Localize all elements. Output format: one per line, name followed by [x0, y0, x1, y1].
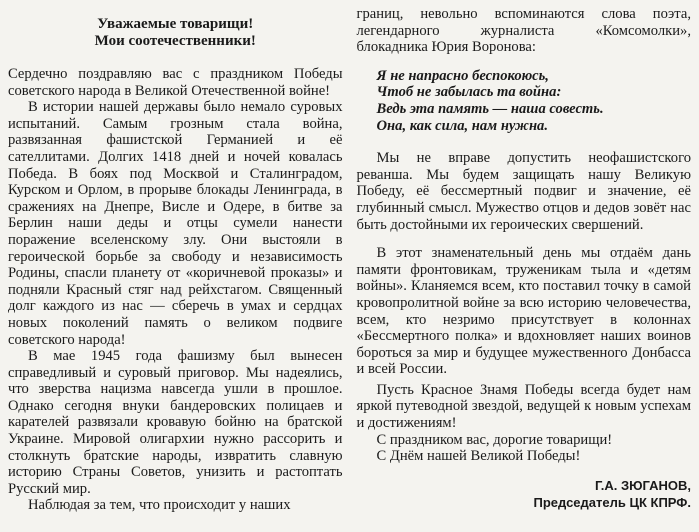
paragraph-continuation: границ, невольно вспоминаются слова поэта, легендарного журналиста «Комсомолки», блокадника Юрия Воронова: [356, 6, 691, 56]
paragraph-congratulation: Сердечно поздравляю вас с праздником Победы советского народа в Великой Отечественной войне! [8, 66, 343, 99]
paragraph-holiday: С праздником вас, дорогие товарищи! [376, 431, 613, 448]
paragraph-red-banner: Пусть Красное Знамя Победы всегда будет нам яркой путеводной звездой, ведущей к новым успехам и достижениям! [356, 381, 691, 432]
poem-line-1: Я не напрасно беспокоюсь, [376, 67, 549, 84]
signature-block [357, 477, 692, 511]
signature-title: Председатель ЦК КПРФ. [533, 494, 691, 510]
right-column [357, 6, 692, 532]
greeting-heading [8, 16, 343, 50]
paragraph-history: В истории нашей державы было немало суровых испытаний. Самым грозным стала война, развязанная фашистской Германией и её сателлитами. Долгих 1418 дней и ночей ковалась Победа. В боях под Москвой и Сталинградом, Курском и Орлом, в прорыве блокады Ленинграда, в сражениях на Днепре, Висле и Одере, в битве за Берлин наши деды и отцы сумели нанести поражение вселенскому злу. Они выстояли в героической борьбе за свободу и независимость Родины, спасли планету от «коричневой проказы» и подняли Красный стяг над рейхстагом. Священный долг каждого из нас — сберечь в умах и сердцах новых поколений память о великом подвиге советского народа! [8, 99, 343, 348]
paragraph-victory-day: С Днём нашей Великой Победы! [376, 448, 581, 465]
poem-line-4: Она, как сила, нам нужна. [376, 117, 548, 134]
paragraph-memory: В этот знаменательный день мы отдаём дань памяти фронтовикам, труженикам тыла и «детям войны». Кланяемся всем, кто поставил точку в самой кровопролитной войне за всю историю человечества, всем, кто незримо присутствует в колоннах «Бессмертного полка» и вдохновляет наших воинов бороться за мир и будущее мужественного Донбасса и всей России. [356, 245, 691, 378]
paragraph-revanche: Мы не вправе допустить неофашистского реванша. Мы будем защищать нашу Великую Победу, её бессмертный подвиг и значение, её глубинный смысл. Мужество отцов и дедов зовёт нас быть достойными их героических свершений. [356, 150, 691, 233]
poem-line-2: Чтоб не забылась та война: [376, 84, 562, 101]
poem-line-3: Ведь эта память — наша совесть. [376, 100, 604, 117]
poem-quote [377, 68, 692, 134]
greeting-line-1: Уважаемые товарищи! [97, 16, 254, 32]
paragraph-observing: Наблюдая за тем, что происходит у наших [28, 497, 291, 514]
greeting-line-2: Мои соотечественники! [94, 33, 256, 49]
signature-name: Г.А. ЗЮГАНОВ, [595, 477, 691, 493]
spacer [357, 233, 692, 245]
paragraph-may-1945: В мае 1945 года фашизму был вынесен справедливый и суровый приговор. Мы надеялись, что зверства нацизма навсегда ушли в прошлое. Однако сегодня внуки бандеровских полицаев и карателей развязали кровавую бойню на братской Украине. Мировой олигархии нужно рассорить и столкнуть братские народы, извратить славную историю Страны Советов, унизить и растоптать Русский мир. [8, 348, 343, 497]
left-column [8, 6, 343, 532]
